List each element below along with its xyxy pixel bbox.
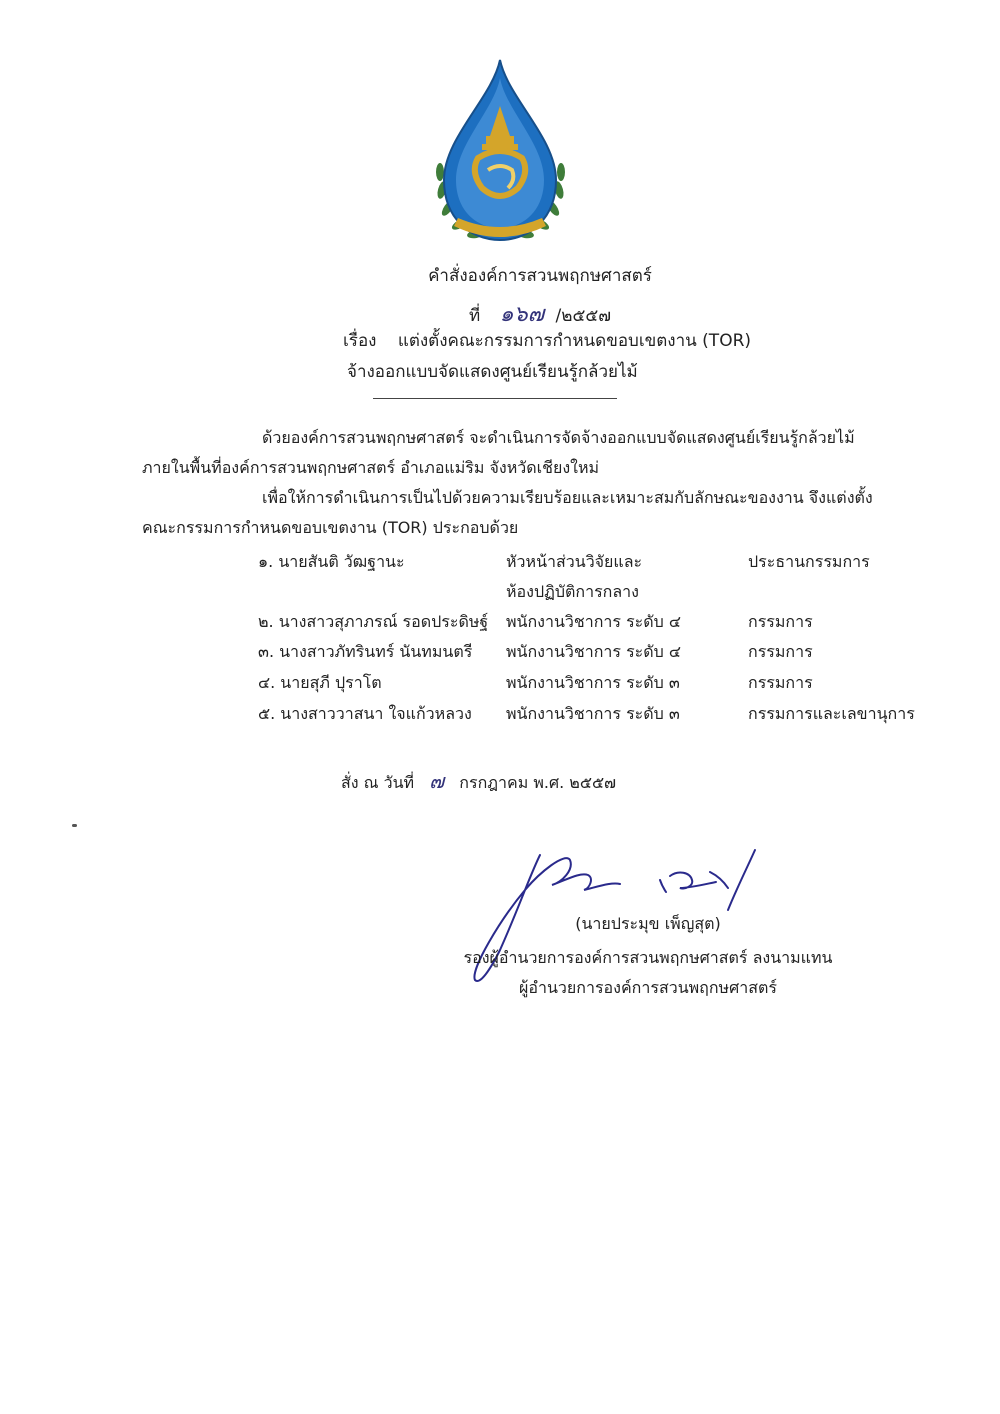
member-position: หัวหน้าส่วนวิจัยและ — [506, 552, 643, 571]
scan-speck — [72, 824, 77, 827]
member-position: พนักงานวิชาการ ระดับ ๓ — [506, 704, 680, 723]
member-position: พนักงานวิชาการ ระดับ ๓ — [506, 673, 680, 692]
subject-line — [343, 327, 751, 354]
order-date-month-year: กรกฎาคม พ.ศ. ๒๕๕๗ — [459, 773, 617, 792]
paragraph1-line1: ด้วยองค์การสวนพฤกษศาสตร์ จะดำเนินการจัดจ้างออกแบบจัดแสดงศูนย์เรียนรู้กล้วยไม้ — [262, 428, 855, 447]
committee-member-row — [258, 702, 918, 730]
member-role: กรรมการ — [748, 673, 813, 692]
paragraph1-line2: ภายในพื้นที่องค์การสวนพฤกษศาสตร์ อำเภอแม่ริม จังหวัดเชียงใหม่ — [142, 458, 600, 477]
member-name: ๕. นางสาววาสนา ใจแก้วหลวง — [258, 704, 472, 723]
committee-member-row — [258, 640, 918, 668]
subject-text-line1: แต่งตั้งคณะกรรมการกำหนดขอบเขตงาน (TOR) — [397, 331, 752, 351]
order-number-handwritten: ๑๖๗ — [499, 302, 545, 327]
order-number — [40, 296, 1000, 331]
order-number-prefix: ที่ — [469, 306, 481, 326]
signer-position-line1: รองผู้อำนวยการองค์การสวนพฤกษศาสตร์ ลงนามแทน — [463, 948, 833, 967]
signer-position-line2: ผู้อำนวยการองค์การสวนพฤกษศาสตร์ — [519, 978, 777, 997]
signer-name: (นายประมุข เพ็ญสุต) — [575, 914, 721, 933]
committee-member-row — [258, 580, 918, 608]
member-name: ๔. นายสุภี ปุราโต — [258, 673, 382, 692]
header-divider — [373, 398, 617, 399]
member-role: ประธานกรรมการ — [748, 552, 870, 571]
subject-label: เรื่อง — [343, 331, 377, 351]
order-date-prefix: สั่ง ณ วันที่ — [341, 773, 415, 792]
paragraph2-line2: คณะกรรมการกำหนดขอบเขตงาน (TOR) ประกอบด้วย — [142, 518, 519, 537]
committee-member-row — [258, 671, 918, 699]
member-position: พนักงานวิชาการ ระดับ ๔ — [506, 612, 682, 631]
order-number-suffix: /๒๕๕๗ — [555, 306, 611, 326]
paragraph2-line1: เพื่อให้การดำเนินการเป็นไปด้วยความเรียบร้อยและเหมาะสมกับลักษณะของงาน จึงแต่งตั้ง — [262, 488, 873, 507]
order-date-day-handwritten: ๗ — [429, 769, 445, 793]
member-position: พนักงานวิชาการ ระดับ ๔ — [506, 642, 682, 661]
member-name: ๑. นายสันติ วัฒฐานะ — [258, 552, 405, 571]
member-name: ๓. นางสาวภัทรินทร์ นันทมนตรี — [258, 642, 473, 661]
botanical-garden-logo — [428, 58, 573, 253]
member-role: กรรมการ — [748, 642, 813, 661]
document-title: คำสั่งองค์การสวนพฤกษศาสตร์ — [428, 266, 652, 286]
member-name: ๒. นางสาวสุภาภรณ์ รอดประดิษฐ์ — [258, 612, 489, 631]
member-role: กรรมการและเลขานุการ — [748, 704, 915, 723]
member-position: ห้องปฏิบัติการกลาง — [506, 582, 639, 601]
order-date — [341, 765, 616, 797]
committee-member-row — [258, 610, 918, 638]
subject-text-line2: จ้างออกแบบจัดแสดงศูนย์เรียนรู้กล้วยไม้ — [347, 362, 638, 382]
member-role: กรรมการ — [748, 612, 813, 631]
committee-member-row — [258, 550, 918, 578]
